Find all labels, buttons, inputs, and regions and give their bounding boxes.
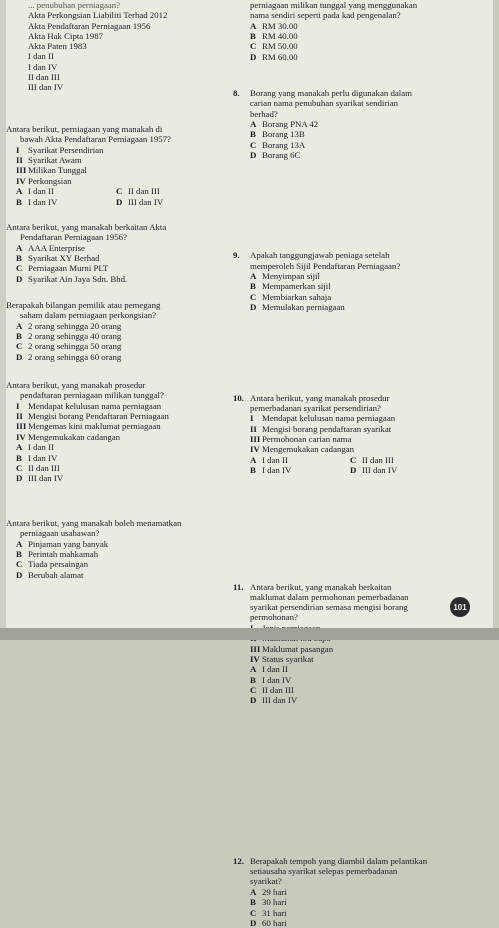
roman-item: I Syarikat Persendirian bbox=[16, 144, 104, 155]
question-number: 11. bbox=[233, 581, 244, 592]
answer-option-row: B I dan IV D III dan IV bbox=[16, 196, 164, 207]
answer-option: C II dan III bbox=[16, 462, 60, 473]
question-stem: Antara berikut, yang manakah berkaitan Akta bbox=[6, 222, 167, 232]
page-number-badge: 101 bbox=[450, 597, 470, 617]
answer-option: D RM 60.00 bbox=[250, 51, 298, 62]
question-stem: Antara berikut, perniagaan yang manakah di bbox=[6, 124, 163, 134]
answer-option: C RM 50.00 bbox=[250, 41, 298, 52]
answer-option: B RM 40.00 bbox=[250, 30, 298, 41]
question-block bbox=[6, 300, 230, 362]
right-top-fragment bbox=[233, 0, 459, 62]
question-stem: Antara berikut, yang manakah prosedur bbox=[250, 392, 390, 403]
table-surface bbox=[0, 628, 499, 640]
roman-item: IV Perkongsian bbox=[16, 175, 72, 186]
answer-option: B I dan IV bbox=[250, 674, 292, 685]
answer-option-row: A I dan II C II dan III bbox=[16, 186, 160, 197]
answer-option: A 2 orang sehingga 20 orang bbox=[16, 320, 122, 331]
fragment-line: III dan IV bbox=[28, 82, 64, 93]
roman-item: III Permohonan carian nama bbox=[250, 433, 352, 444]
roman-item: II Syarikat Awam bbox=[16, 154, 82, 165]
answer-option: D 2 orang sehingga 60 orang bbox=[16, 351, 122, 362]
fragment-line: I dan II bbox=[28, 51, 54, 62]
answer-option: C Tiada persaingan bbox=[16, 559, 89, 570]
answer-option: A AAA Enterprise bbox=[16, 242, 85, 253]
question-stem: Antara berikut, yang manakah berkaitan bbox=[250, 581, 392, 592]
answer-option: D Borang 6C bbox=[250, 150, 301, 161]
roman-item: II Mengisi borang Pendaftaran Perniagaan bbox=[16, 410, 169, 421]
question-block bbox=[233, 88, 459, 160]
roman-item: IV Mengemukakan cadangan bbox=[250, 444, 355, 455]
answer-option: B 2 orang sehingga 40 orang bbox=[16, 330, 122, 341]
question-block bbox=[6, 222, 230, 284]
answer-option: A 29 hari bbox=[250, 886, 287, 897]
roman-item: IV Status syarikat bbox=[250, 653, 314, 664]
question-stem: setiausaha syarikat selepas pemerbadanan bbox=[250, 866, 398, 877]
question-stem: saham dalam perniagaan perkongsian? bbox=[20, 310, 157, 321]
answer-option: D Memulakan perniagaan bbox=[250, 302, 345, 313]
fragment-line: nama sendiri seperti pada kad pengenalan? bbox=[250, 10, 401, 21]
question-block bbox=[233, 856, 459, 928]
answer-option: C Borang 13A bbox=[250, 139, 306, 150]
roman-item: III Mengemas kini maklumat perniagaan bbox=[16, 421, 161, 432]
answer-option-row: B I dan IV D III dan IV bbox=[250, 465, 398, 476]
roman-item: I Mendapat kelulusan nama perniagaan bbox=[16, 400, 162, 411]
answer-option: B I dan IV bbox=[16, 452, 58, 463]
question-stem: Antara berikut, yang manakah prosedur bbox=[6, 380, 146, 390]
answer-option: A I dan II bbox=[16, 442, 54, 453]
answer-option: B Mempamerkan sijil bbox=[250, 281, 331, 292]
answer-option: B Borang 13B bbox=[250, 129, 305, 140]
fragment-line: I dan IV bbox=[28, 61, 58, 72]
question-stem: carian nama penubuhan syarikat sendirian bbox=[250, 98, 399, 109]
answer-option-row: A I dan II C II dan III bbox=[250, 454, 394, 465]
question-number: 10. bbox=[233, 392, 244, 403]
question-stem: maklumat dalam permohonan pemerbadanan bbox=[250, 591, 409, 602]
answer-option: B 30 hari bbox=[250, 897, 287, 908]
question-stem: Berapakah bilangan pemilik atau pemegang bbox=[6, 300, 161, 310]
left-top-fragment bbox=[6, 0, 230, 93]
answer-option: C II dan III bbox=[250, 685, 294, 696]
question-stem: Borang yang manakah perlu digunakan dalam bbox=[250, 88, 412, 98]
question-stem: memperoleh Sijil Pendaftaran Perniagaan? bbox=[250, 260, 401, 271]
answer-option: A Menyimpan sijil bbox=[250, 271, 320, 282]
answer-option: A Borang PNA 42 bbox=[250, 118, 319, 129]
question-stem: Antara berikut, yang manakah boleh menamatkan bbox=[6, 518, 182, 528]
question-number: 9. bbox=[233, 250, 240, 261]
answer-option: C 2 orang sehingga 50 orang bbox=[16, 341, 122, 352]
answer-option: D Berubah alamat bbox=[16, 569, 84, 580]
fragment-line: II dan III bbox=[28, 72, 60, 83]
question-stem: bawah Akta Pendaftaran Perniagaan 1957? bbox=[20, 134, 171, 145]
question-block bbox=[233, 250, 459, 312]
answer-option: D III dan IV bbox=[16, 473, 64, 484]
roman-item: I Mendapat kelulusan nama perniagaan bbox=[250, 413, 396, 424]
fragment-line: ... penubuhan perniagaan? bbox=[28, 0, 121, 10]
question-block bbox=[233, 393, 459, 476]
roman-item: II Mengisi borang pendaftaran syarikat bbox=[250, 423, 392, 434]
question-block bbox=[6, 518, 230, 580]
answer-option: B Perintah mahkamah bbox=[16, 548, 99, 559]
question-stem: pendaftaran perniagaan milikan tunggal? bbox=[20, 390, 164, 401]
answer-option: C 31 hari bbox=[250, 907, 287, 918]
question-stem: Pendaftaran Perniagaan 1956? bbox=[20, 232, 127, 243]
fragment-line: Akta Pendaftaran Perniagaan 1956 bbox=[28, 20, 151, 31]
answer-option: A Pinjaman yang banyak bbox=[16, 538, 109, 549]
question-stem: pemerbadanan syarikat persendirian? bbox=[250, 402, 381, 413]
roman-item: III Milikan Tunggal bbox=[16, 165, 87, 176]
question-stem: syarikat? bbox=[250, 876, 282, 887]
question-number: 8. bbox=[233, 88, 240, 98]
fragment-line: Akta Perkongsian Liabiliti Terhad 2012 bbox=[28, 10, 168, 21]
roman-item: IV Mengemukakan cadangan bbox=[16, 431, 121, 442]
question-number: 12. bbox=[233, 855, 244, 866]
right-column bbox=[233, 0, 459, 928]
answer-option: A I dan II bbox=[250, 664, 288, 675]
fragment-line: perniagaan milikan tunggal yang menggunakan bbox=[250, 0, 418, 10]
question-stem: Berapakah tempoh yang diambil dalam pelantikan bbox=[250, 855, 428, 866]
roman-item: III Maklumat pasangan bbox=[250, 643, 334, 654]
fragment-line: Akta Paten 1983 bbox=[28, 41, 87, 52]
answer-option: D Syarikat Ain Jaya Sdn. Bhd. bbox=[16, 273, 128, 284]
answer-option: D 60 hari bbox=[250, 917, 287, 928]
fragment-line: Akta Hak Cipta 1987 bbox=[28, 30, 104, 41]
question-stem: syarikat persendirian semasa mengisi borang bbox=[250, 602, 408, 613]
question-block bbox=[6, 380, 230, 484]
question-block bbox=[233, 582, 459, 706]
answer-option: C Membiarkan sahaja bbox=[250, 291, 332, 302]
answer-option: C Perniagaan Murni PLT bbox=[16, 263, 109, 274]
answer-option: B Syarikat XY Berhad bbox=[16, 252, 100, 263]
question-stem: Apakah tanggungjawab peniaga setelah bbox=[250, 250, 390, 261]
answer-option: D III dan IV bbox=[250, 695, 298, 706]
question-stem: berhad? bbox=[250, 108, 278, 119]
answer-option: A RM 30.00 bbox=[250, 20, 298, 31]
question-block bbox=[6, 124, 230, 207]
question-stem: permohonan? bbox=[250, 612, 298, 623]
question-stem: perniagaan usahawan? bbox=[20, 528, 100, 539]
